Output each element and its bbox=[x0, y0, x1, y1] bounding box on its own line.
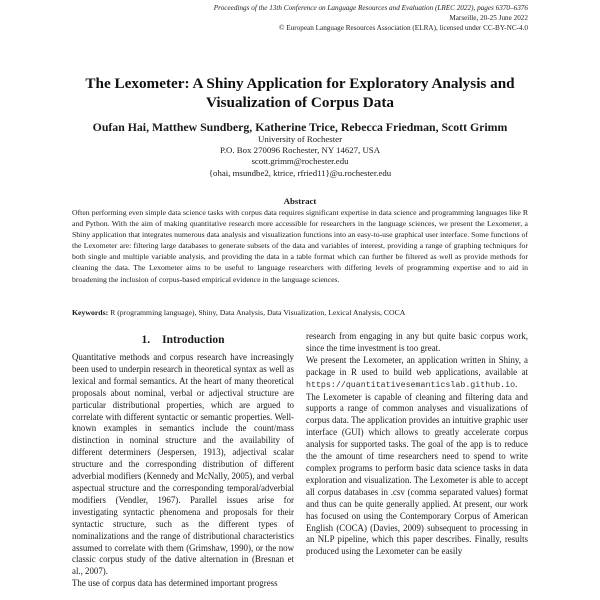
license-notice: © European Language Resources Association (ELRA), licensed under CC-BY-NC-4.0 bbox=[279, 24, 528, 32]
keywords-value: R (programming language), Shiny, Data Analysis, Data Visualization, Lexical Analysis, COCA bbox=[108, 308, 406, 317]
paper-title-line2: Visualization of Corpus Data bbox=[205, 94, 395, 111]
intro-paragraph-continued: research from engaging in any but quite basic corpus work, since the time investment is too great. bbox=[306, 331, 528, 353]
institution: University of Rochester bbox=[257, 134, 343, 144]
postal-address: P.O. Box 270096 Rochester, NY 14627, USA bbox=[219, 145, 381, 156]
author-emails: {ohai, msundbe2, ktrice, rfried11}@u.rochester.edu bbox=[208, 167, 392, 178]
left-column bbox=[72, 334, 294, 590]
author-list: Oufan Hai, Matthew Sundberg, Katherine Trice, Rebecca Friedman, Scott Grimm bbox=[92, 120, 508, 134]
lexometer-text-a: We present the Lexometer, an application written in Shiny, a package in R used to build web applications, available at bbox=[306, 354, 528, 377]
section-number: 1. bbox=[141, 334, 151, 346]
abstract-body: Often performing even simple data science tasks with corpus data requires significant expertise in data science and programming languages like R and Python. With the aim of making quantitative research more accessible for researchers in the language sciences, we present the Lexometer, a Shiny application that integrates numerous data analysis and visualization functions into an easy-to-use graphical user interface. Some functions of the Lexometer are: filtering large databases to generate subsets of the data and variables of interest, providing a range of graphing techniques for both single and multiple variable analysis, and providing the data in a table format which can further be filtered as well as provide methods for cleaning the data. The Lexometer aims to be useful to language researchers with differing levels of programming expertise and to aid in broadening the inclusion of corpus-based empirical evidence in the language sciences. bbox=[72, 208, 528, 284]
right-column bbox=[306, 331, 528, 558]
keywords-label: Keywords: bbox=[72, 308, 109, 317]
lexometer-text-b: . The Lexometer is capable of cleaning and filtering data and supports a range of common analyses and visualizations of corpus data. The application provides an intuitive graphic user interface (GUI) which allows to greatly accelerate corpus analysis for supported tasks. The goal of the app is to reduce the the amount of time researchers need to spend to write complex programs to perform basic data science tasks in data exploration and visualization. The Lexometer is able to accept all corpus databases in .csv (comma separated values) format and thus can be quite generally applied. At present, our work has focused on using the Contemporary Corpus of American English (COCA) (Davies, 2009) subsequent to processing in an NLP pipeline, which this paper describes. Finally, results produced using the Lexometer can be easily bbox=[306, 378, 528, 557]
intro-paragraph-2: The use of corpus data has determined important progress bbox=[72, 578, 278, 589]
paper-title-line1: The Lexometer: A Shiny Application for Exploratory Analysis and bbox=[85, 75, 515, 92]
intro-paragraph-lexometer bbox=[306, 355, 528, 558]
conference-location-date: Marseille, 20-25 June 2022 bbox=[449, 14, 528, 22]
section-heading-introduction bbox=[72, 334, 294, 347]
contact-email: scott.grimm@rochester.edu bbox=[251, 156, 349, 167]
proceedings-header bbox=[214, 3, 528, 33]
paper-title bbox=[0, 74, 600, 112]
proceedings-citation: Proceedings of the 13th Conference on Language Resources and Evaluation (LREC 2022), pages 6370–6376 bbox=[213, 4, 528, 12]
abstract-heading: Abstract bbox=[283, 196, 317, 206]
project-url-link[interactable]: https://quantitativesemanticslab.github.io bbox=[306, 380, 516, 390]
intro-paragraph-1: Quantitative methods and corpus research have increasingly been used to underpin research in theoretical syntax as well as lexical and formal semantics. At the heart of many theoretical proposals about nominal, verbal or adjectival structure are particular distributional properties, which are argued to correlate with different syntactic or semantic properties. Well-known examples in semantics include the count/mass distinction in nominal structure and the availability of different determiners (Jespersen, 1913), adjectival scalar structure and the corresponding distribution of different adverbial modifiers (Kennedy and McNally, 2005), and verbal aspectual structure and the corresponding temporal/adverbial modifiers (Vendler, 1967). Parallel issues arise for investigating syntactic phenomena and proposals for their syntactic structure, such as the different types of nominalizations and the range of distributional characteristics assumed to correlate with them (Grimshaw, 1990), or the now classic corpus study of the dative alternation in (Bresnan et al., 2007). bbox=[72, 352, 294, 577]
affiliation-block bbox=[0, 134, 600, 179]
section-title: Introduction bbox=[162, 334, 225, 346]
keywords-line bbox=[72, 307, 528, 318]
